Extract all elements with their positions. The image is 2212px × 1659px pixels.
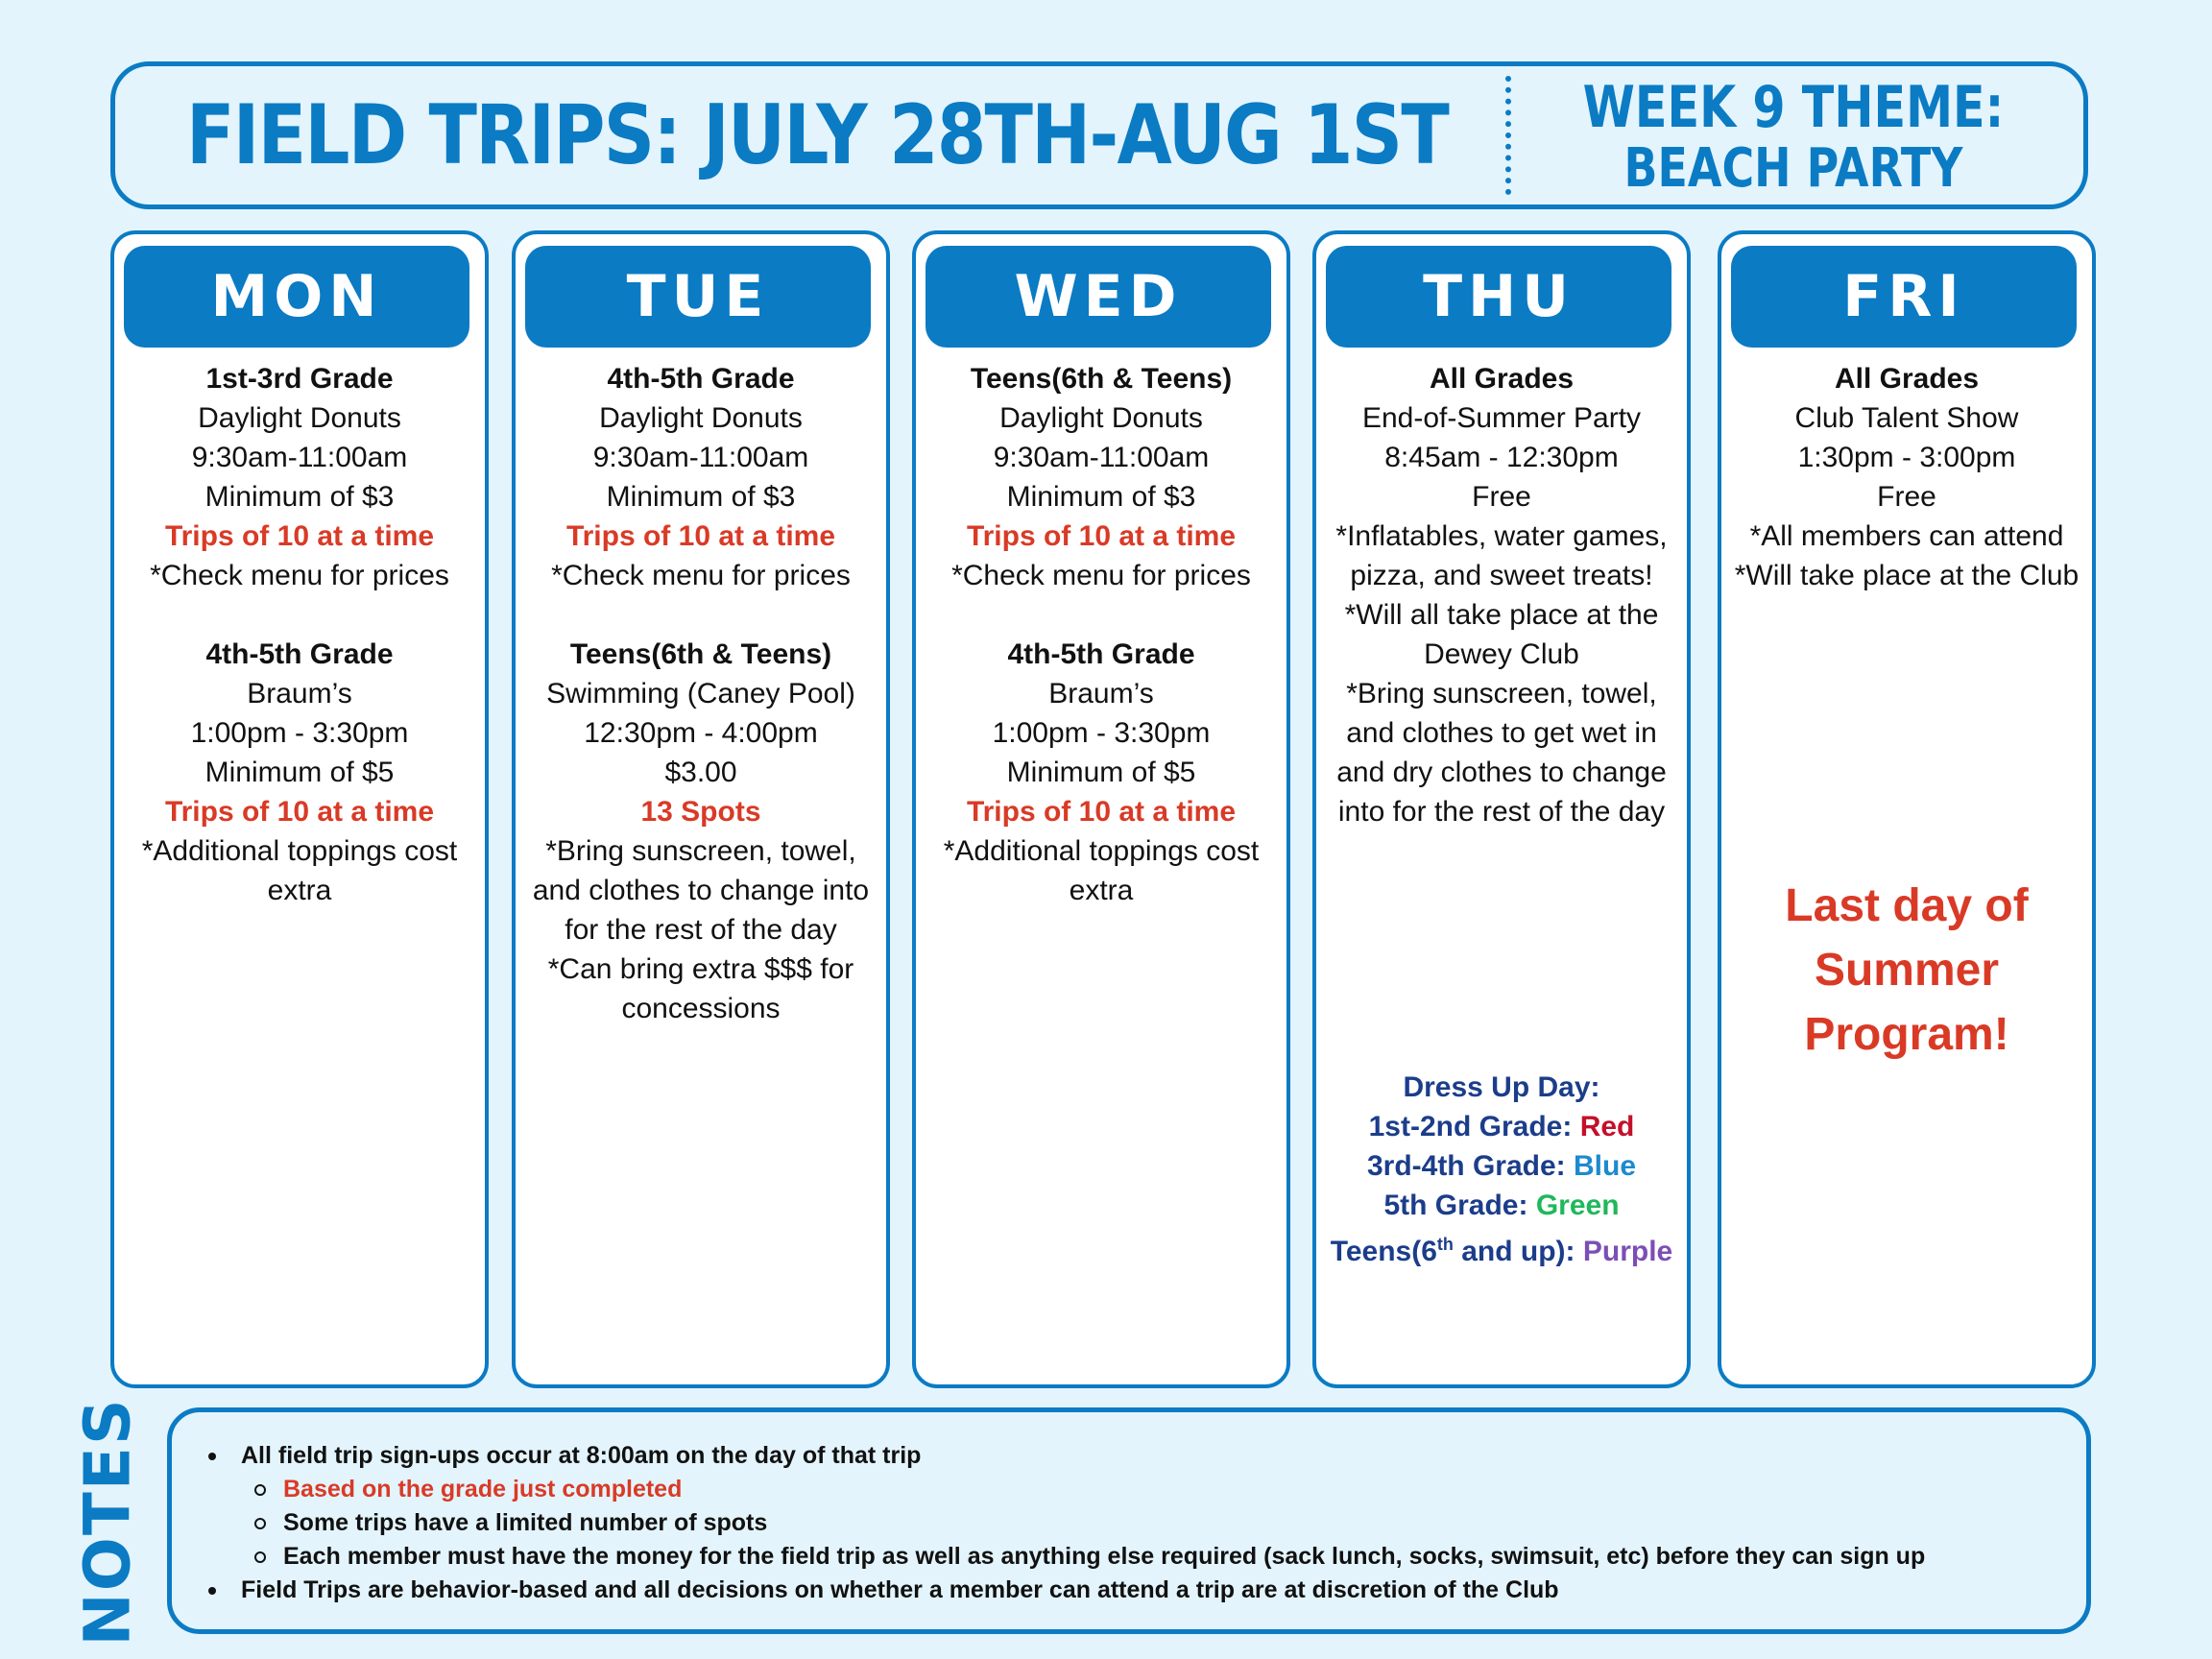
- notes-box: [167, 1407, 2091, 1634]
- trip-cost: Minimum of $3: [1006, 481, 1196, 513]
- trip-note: concessions: [621, 993, 781, 1024]
- trip-note: *Additional toppings cost: [943, 835, 1260, 867]
- day-header-fri: FRI: [1731, 246, 2077, 348]
- header-divider: [1505, 76, 1511, 195]
- dress-up-day: [1316, 1068, 1687, 1271]
- trip-place: Daylight Donuts: [999, 402, 1203, 434]
- trip-note: *Bring sunscreen, towel,: [1346, 678, 1657, 709]
- trip-place: End-of-Summer Party: [1361, 402, 1642, 434]
- dress-color: Green: [1535, 1190, 1620, 1221]
- trip-note: *Inflatables, water games,: [1335, 520, 1668, 552]
- day-column-tue: [512, 230, 890, 1388]
- trip-grade: 4th-5th Grade: [607, 363, 795, 395]
- dress-grade: 3rd-4th Grade:: [1366, 1150, 1566, 1182]
- trip-time: 1:00pm - 3:30pm: [992, 717, 1211, 749]
- dress-grade: 5th Grade:: [1383, 1190, 1528, 1221]
- last-day-line: Last day of: [1785, 880, 2029, 931]
- trip-cost: Minimum of $5: [1006, 757, 1196, 788]
- trip-limit: 13 Spots: [640, 796, 761, 828]
- trip-note: *Check menu for prices: [150, 560, 449, 591]
- trip-grade: All Grades: [1834, 363, 1980, 395]
- day-header-wed: WED: [926, 246, 1271, 348]
- last-day-line: Summer: [1814, 945, 2000, 996]
- trip-cost: Free: [1472, 481, 1531, 513]
- dress-grade: 1st-2nd Grade:: [1368, 1111, 1573, 1142]
- trip-note: *Check menu for prices: [551, 560, 851, 591]
- dress-grade-sup: th: [1436, 1235, 1454, 1254]
- trip-note: *Will take place at the Club: [1734, 560, 2080, 591]
- trip-limit: Trips of 10 at a time: [164, 520, 435, 552]
- theme-week-label: WEEK 9 THEME:: [1582, 74, 2005, 141]
- trip-time: 12:30pm - 4:00pm: [584, 717, 818, 749]
- day-header-tue: TUE: [525, 246, 871, 348]
- week-theme: [1525, 74, 2062, 203]
- dress-color: Blue: [1574, 1150, 1637, 1182]
- trip-grade: Teens(6th & Teens): [569, 638, 832, 670]
- trip-cost: Minimum of $3: [204, 481, 395, 513]
- trip-note: and dry clothes to change: [1336, 757, 1667, 788]
- dress-grade: and up):: [1453, 1236, 1575, 1267]
- trip-note: for the rest of the day: [565, 914, 837, 946]
- trip-cost: $3.00: [664, 757, 737, 788]
- trip-place: Daylight Donuts: [599, 402, 803, 434]
- trip-grade: 1st-3rd Grade: [205, 363, 394, 395]
- trip-grade: All Grades: [1429, 363, 1575, 395]
- trip-limit: Trips of 10 at a time: [164, 796, 435, 828]
- note-item: All field trip sign-ups occur at 8:00am on the day of that trip: [195, 1439, 1925, 1473]
- dress-up-row: [1316, 1107, 1687, 1146]
- trip-note: and clothes to get wet in: [1346, 717, 1657, 749]
- trip-time: 8:45am - 12:30pm: [1384, 442, 1619, 473]
- day-body-thu: [1316, 359, 1687, 831]
- last-day-line: Program!: [1804, 1009, 2009, 1060]
- trip-place: Braum’s: [247, 678, 352, 709]
- spacer: [516, 595, 886, 635]
- trip-limit: Trips of 10 at a time: [565, 520, 836, 552]
- trip-note: *Bring sunscreen, towel,: [545, 835, 856, 867]
- trip-note: *Check menu for prices: [951, 560, 1251, 591]
- trip-cost: Minimum of $3: [606, 481, 796, 513]
- day-column-thu: [1312, 230, 1691, 1388]
- note-subitem: Each member must have the money for the field trip as well as anything else required (sack lunch, socks, swimsuit, etc) before they can sign up: [195, 1540, 1925, 1574]
- trip-time: 1:30pm - 3:00pm: [1797, 442, 2016, 473]
- day-header-thu: THU: [1326, 246, 1671, 348]
- dress-color: Purple: [1582, 1236, 1673, 1267]
- trip-cost: Minimum of $5: [204, 757, 395, 788]
- trip-place: Daylight Donuts: [198, 402, 401, 434]
- trip-grade: 4th-5th Grade: [1007, 638, 1195, 670]
- note-item: Field Trips are behavior-based and all decisions on whether a member can attend a trip are at discretion of the Club: [195, 1574, 1925, 1607]
- dress-grade: Teens(6: [1330, 1236, 1437, 1267]
- day-column-fri: [1718, 230, 2096, 1388]
- notes-label: [70, 1397, 145, 1647]
- trip-place: Swimming (Caney Pool): [546, 678, 855, 709]
- day-body-mon: [114, 359, 485, 910]
- trip-note: Dewey Club: [1424, 638, 1579, 670]
- notes-label-text: NOTES: [70, 1397, 145, 1647]
- trip-note: *Additional toppings cost: [141, 835, 458, 867]
- trip-time: 9:30am-11:00am: [592, 442, 809, 473]
- day-column-wed: [912, 230, 1290, 1388]
- note-subitem: Some trips have a limited number of spots: [195, 1506, 1925, 1540]
- trip-note: and clothes to change into: [532, 875, 870, 906]
- trip-note: pizza, and sweet treats!: [1350, 560, 1653, 591]
- notes-list: [195, 1439, 1925, 1607]
- trip-limit: Trips of 10 at a time: [966, 796, 1237, 828]
- trip-note: *Will all take place at the: [1344, 599, 1659, 631]
- trip-note: extra: [267, 875, 332, 906]
- day-header-mon: MON: [124, 246, 469, 348]
- trip-note: *Can bring extra $$$ for: [547, 953, 854, 985]
- day-column-mon: [110, 230, 489, 1388]
- note-subitem: Based on the grade just completed: [195, 1473, 1925, 1506]
- day-body-fri: [1721, 359, 2092, 595]
- page-title: FIELD TRIPS: JULY 28TH-AUG 1ST: [186, 87, 1449, 183]
- trip-time: 9:30am-11:00am: [993, 442, 1210, 473]
- day-body-wed: [916, 359, 1286, 910]
- trip-time: 9:30am-11:00am: [191, 442, 408, 473]
- trip-grade: Teens(6th & Teens): [970, 363, 1233, 395]
- dress-up-title: Dress Up Day:: [1403, 1071, 1600, 1103]
- dress-up-row: [1316, 1225, 1687, 1271]
- trip-note: into for the rest of the day: [1337, 796, 1666, 828]
- day-body-tue: [516, 359, 886, 1028]
- last-day-callout: [1721, 874, 2092, 1067]
- trip-cost: Free: [1877, 481, 1936, 513]
- theme-name: BEACH PARTY: [1623, 137, 1963, 200]
- dress-up-row: [1316, 1146, 1687, 1186]
- trip-limit: Trips of 10 at a time: [966, 520, 1237, 552]
- header-banner: [110, 61, 2088, 209]
- dress-up-row: [1316, 1186, 1687, 1225]
- trip-place: Club Talent Show: [1794, 402, 2019, 434]
- trip-note: *All members can attend: [1749, 520, 2064, 552]
- spacer: [114, 595, 485, 635]
- trip-time: 1:00pm - 3:30pm: [190, 717, 409, 749]
- trip-note: extra: [1069, 875, 1134, 906]
- dress-color: Red: [1579, 1111, 1635, 1142]
- trip-grade: 4th-5th Grade: [205, 638, 394, 670]
- spacer: [916, 595, 1286, 635]
- trip-place: Braum’s: [1048, 678, 1154, 709]
